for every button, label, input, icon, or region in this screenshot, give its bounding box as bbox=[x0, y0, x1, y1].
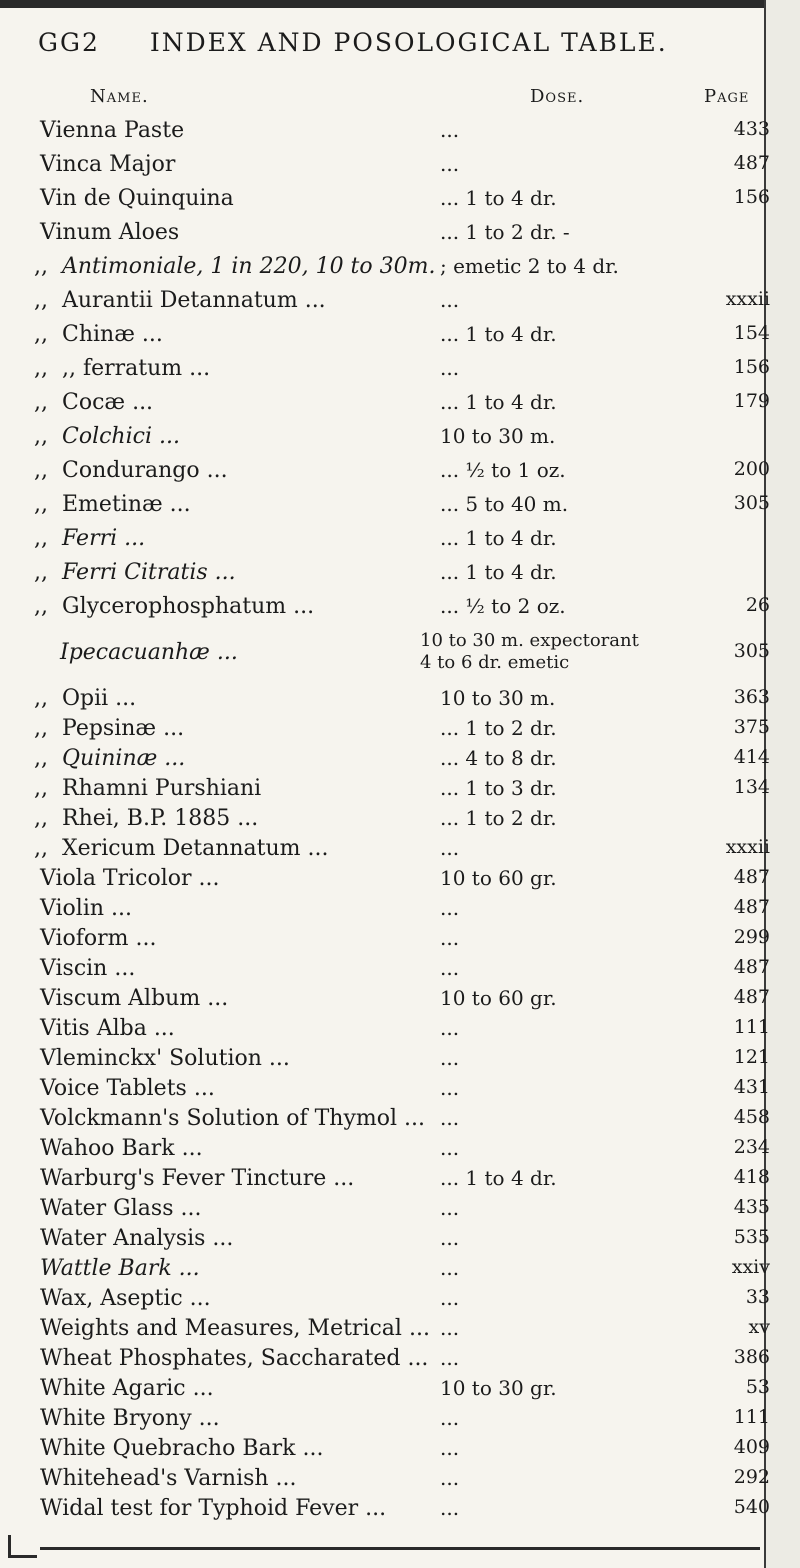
entry-name: Vin de Quinquina bbox=[40, 186, 234, 211]
entry-page: 433 bbox=[733, 118, 770, 140]
index-entry bbox=[0, 1046, 770, 1080]
entry-dose: ... ½ to 2 oz. bbox=[440, 594, 566, 618]
entry-name: Rhamni Purshiani bbox=[62, 776, 262, 801]
entry-dose: ... 1 to 2 dr. bbox=[440, 806, 557, 830]
entry-name: Vleminckx' Solution ... bbox=[40, 1046, 290, 1071]
entry-dose: 10 to 60 gr. bbox=[440, 866, 557, 890]
entry-page: 305 bbox=[733, 640, 770, 662]
entry-name: Weights and Measures, Metrical ... bbox=[40, 1316, 430, 1341]
entry-page: xxxii bbox=[725, 288, 770, 310]
entry-page: 535 bbox=[733, 1226, 770, 1248]
entry-dose: ... 1 to 2 dr. bbox=[440, 716, 557, 740]
index-entry bbox=[0, 1106, 770, 1140]
entry-page: 363 bbox=[733, 686, 770, 708]
entry-name-cell bbox=[34, 806, 259, 831]
entry-dose: ... bbox=[440, 1256, 460, 1280]
entry-page: 386 bbox=[733, 1346, 770, 1368]
entry-name-cell bbox=[34, 716, 185, 741]
entry-dose: 10 to 30 m. bbox=[440, 686, 556, 710]
index-entry bbox=[0, 986, 770, 1020]
ditto-mark: ,, bbox=[34, 356, 48, 381]
entry-name-cell bbox=[34, 288, 326, 313]
entry-name-cell bbox=[40, 1496, 386, 1521]
entry-dose: ... 1 to 4 dr. bbox=[440, 1166, 557, 1190]
entry-name-cell bbox=[40, 220, 179, 245]
entry-name: Wattle Bark ... bbox=[40, 1256, 200, 1281]
entry-name-cell bbox=[34, 492, 191, 517]
entry-page: 156 bbox=[733, 186, 770, 208]
index-entry bbox=[0, 716, 770, 750]
entry-page: 156 bbox=[733, 356, 770, 378]
entry-name: Volckmann's Solution of Thymol ... bbox=[40, 1106, 426, 1131]
entry-name: ,, ferratum ... bbox=[62, 356, 211, 381]
entry-name-cell bbox=[40, 186, 234, 211]
entry-name: Warburg's Fever Tincture ... bbox=[40, 1166, 355, 1191]
entry-dose: ... 5 to 40 m. bbox=[440, 492, 569, 516]
entry-page: 200 bbox=[733, 458, 770, 480]
entry-name: Widal test for Typhoid Fever ... bbox=[40, 1496, 387, 1521]
entry-page: 418 bbox=[733, 1166, 770, 1188]
index-entry bbox=[0, 1016, 770, 1050]
index-entry bbox=[0, 926, 770, 960]
entry-dose: ... bbox=[440, 896, 460, 920]
dose-column-heading: Dose. bbox=[530, 86, 585, 107]
entry-name-cell bbox=[40, 1346, 428, 1371]
index-entry bbox=[0, 220, 770, 254]
entry-page: 414 bbox=[733, 746, 770, 768]
index-entry bbox=[0, 152, 770, 186]
entry-name-cell bbox=[34, 746, 186, 771]
entry-name-cell bbox=[34, 686, 137, 711]
entry-page: xxxii bbox=[725, 836, 770, 858]
entry-page: 26 bbox=[745, 594, 770, 616]
entry-page: 458 bbox=[733, 1106, 770, 1128]
entry-name: Cocæ ... bbox=[62, 390, 154, 415]
corner-mark bbox=[8, 1535, 37, 1558]
entry-dose: ... bbox=[440, 1496, 460, 1520]
index-entry bbox=[0, 560, 770, 594]
index-entry bbox=[0, 356, 770, 390]
entry-name-cell bbox=[34, 776, 262, 801]
entry-page: xv bbox=[748, 1316, 770, 1338]
index-entry bbox=[0, 186, 770, 220]
entry-name-cell bbox=[40, 1196, 201, 1221]
index-entry bbox=[0, 896, 770, 930]
entry-name: Emetinæ ... bbox=[62, 492, 191, 517]
index-entry bbox=[0, 1226, 770, 1260]
entry-dose: ... bbox=[440, 1016, 460, 1040]
entry-name: Aurantii Detannatum ... bbox=[62, 288, 326, 313]
index-entry bbox=[0, 1436, 770, 1470]
entry-name: Quininæ ... bbox=[62, 746, 186, 771]
entry-name-cell bbox=[34, 594, 315, 619]
entry-dose: ... 1 to 2 dr. - bbox=[440, 220, 570, 244]
entry-name: White Agaric ... bbox=[40, 1376, 214, 1401]
entry-name-cell bbox=[34, 526, 146, 551]
entry-dose: ... 1 to 4 dr. bbox=[440, 186, 557, 210]
entry-name-cell bbox=[34, 424, 180, 449]
entry-name: Chinæ ... bbox=[62, 322, 163, 347]
entry-name: Viscin ... bbox=[40, 956, 136, 981]
index-entry bbox=[0, 526, 770, 560]
index-entry bbox=[0, 1286, 770, 1320]
index-entry bbox=[0, 1346, 770, 1380]
entry-name-cell bbox=[40, 1076, 215, 1101]
ditto-mark: ,, bbox=[34, 254, 48, 279]
entry-name-cell bbox=[40, 1046, 290, 1071]
index-entry bbox=[0, 866, 770, 900]
entry-name: Vinum Aloes bbox=[40, 220, 180, 245]
entry-name: Viola Tricolor ... bbox=[40, 866, 220, 891]
page-number: GG2 bbox=[38, 28, 100, 57]
entry-name-cell bbox=[40, 956, 135, 981]
index-entry bbox=[0, 776, 770, 810]
entry-dose: ... bbox=[440, 1076, 460, 1100]
entry-name: Antimoniale, 1 in 220, 10 to 30m. bbox=[62, 254, 436, 279]
ditto-mark: ,, bbox=[34, 716, 48, 741]
entry-name: Viscum Album ... bbox=[40, 986, 229, 1011]
ditto-mark: ,, bbox=[34, 686, 48, 711]
entry-page: 375 bbox=[733, 716, 770, 738]
entry-dose: ... bbox=[440, 356, 460, 380]
entry-dose: 10 to 30 gr. bbox=[440, 1376, 557, 1400]
page-column-heading: Page bbox=[704, 86, 750, 107]
entry-name: Ferri Citratis ... bbox=[62, 560, 236, 585]
entry-name-cell bbox=[40, 1436, 323, 1461]
entry-dose: ... 1 to 3 dr. bbox=[440, 776, 557, 800]
entry-name: Condurango ... bbox=[62, 458, 228, 483]
ditto-mark: ,, bbox=[34, 836, 48, 861]
ditto-mark: ,, bbox=[34, 322, 48, 347]
entry-page: 121 bbox=[733, 1046, 770, 1068]
index-entry bbox=[0, 1076, 770, 1110]
index-entry bbox=[0, 836, 770, 870]
entry-dose: 10 to 60 gr. bbox=[440, 986, 557, 1010]
entry-name: Opii ... bbox=[62, 686, 137, 711]
bottom-rule bbox=[40, 1547, 760, 1550]
entry-page: 540 bbox=[733, 1496, 770, 1518]
index-entry bbox=[0, 424, 770, 458]
index-entry bbox=[0, 746, 770, 780]
entry-page: xxiv bbox=[731, 1256, 770, 1278]
index-entry bbox=[0, 1406, 770, 1440]
entry-name-cell bbox=[40, 1166, 354, 1191]
entry-name-cell bbox=[34, 356, 211, 381]
entry-page: 299 bbox=[733, 926, 770, 948]
entry-dose: ... bbox=[440, 926, 460, 950]
entry-page: 154 bbox=[733, 322, 770, 344]
entry-name: White Quebracho Bark ... bbox=[40, 1436, 324, 1461]
index-entry bbox=[0, 458, 770, 492]
ditto-mark: ,, bbox=[34, 746, 48, 771]
entry-name-cell bbox=[40, 1256, 200, 1281]
entry-dose: 10 to 30 m. bbox=[440, 424, 556, 448]
index-entry bbox=[0, 806, 770, 840]
entry-dose: ... bbox=[440, 1466, 460, 1490]
running-title: INDEX AND POSOLOGICAL TABLE. bbox=[149, 28, 668, 57]
entry-dose: ... bbox=[440, 1136, 460, 1160]
ditto-mark: ,, bbox=[34, 776, 48, 801]
entry-name: Voice Tablets ... bbox=[40, 1076, 215, 1101]
index-entry bbox=[0, 1166, 770, 1200]
ditto-mark: ,, bbox=[34, 458, 48, 483]
entry-page: 111 bbox=[733, 1016, 770, 1038]
entry-page: 234 bbox=[733, 1136, 770, 1158]
entry-dose: ... bbox=[440, 956, 460, 980]
entry-name-cell bbox=[40, 1286, 211, 1311]
index-entry bbox=[0, 254, 770, 288]
entry-name-cell bbox=[40, 896, 132, 921]
entry-name-cell bbox=[40, 1406, 220, 1431]
entry-name: Water Analysis ... bbox=[40, 1226, 234, 1251]
entry-name: Vitis Alba ... bbox=[40, 1016, 175, 1041]
entry-page: 435 bbox=[733, 1196, 770, 1218]
entry-dose: ... bbox=[440, 118, 460, 142]
entry-name-cell bbox=[40, 1376, 214, 1401]
index-entry bbox=[0, 390, 770, 424]
index-entry bbox=[0, 322, 770, 356]
entry-name-cell bbox=[40, 926, 157, 951]
entry-dose: ... bbox=[440, 1106, 460, 1130]
running-header bbox=[38, 28, 668, 57]
entry-page: 111 bbox=[733, 1406, 770, 1428]
top-rule bbox=[0, 0, 800, 8]
index-entry bbox=[0, 686, 770, 720]
name-column-heading: Name. bbox=[90, 86, 149, 107]
entry-dose: ... 1 to 4 dr. bbox=[440, 560, 557, 584]
index-entry bbox=[0, 1496, 770, 1530]
entry-dose: ... bbox=[440, 1406, 460, 1430]
entry-name: Rhei, B.P. 1885 ... bbox=[62, 806, 259, 831]
entry-name: Vienna Paste bbox=[40, 118, 185, 143]
entry-name-cell bbox=[40, 986, 228, 1011]
ditto-mark: ,, bbox=[34, 526, 48, 551]
index-entry bbox=[0, 594, 770, 628]
ditto-mark: ,, bbox=[34, 806, 48, 831]
entry-page: 409 bbox=[733, 1436, 770, 1458]
entry-name: Vinca Major bbox=[40, 152, 176, 177]
entry-name: Ipecacuanhæ ... bbox=[60, 640, 238, 665]
entry-dose: ... bbox=[440, 1226, 460, 1250]
entry-dose: ... ½ to 1 oz. bbox=[440, 458, 566, 482]
entry-name-cell bbox=[40, 1466, 297, 1491]
entry-dose: ... bbox=[440, 1196, 460, 1220]
entry-page: 487 bbox=[733, 866, 770, 888]
entry-dose: ... 1 to 4 dr. bbox=[440, 526, 557, 550]
entry-name: Wheat Phosphates, Saccharated ... bbox=[40, 1346, 429, 1371]
entry-name: Violin ... bbox=[40, 896, 132, 921]
entry-dose: ... bbox=[440, 1316, 460, 1340]
entry-page: 305 bbox=[733, 492, 770, 514]
index-entry bbox=[0, 1316, 770, 1350]
entry-name-cell bbox=[40, 118, 184, 143]
entry-page: 487 bbox=[733, 986, 770, 1008]
index-entry bbox=[0, 1466, 770, 1500]
index-entry bbox=[0, 118, 770, 152]
entry-dose: ... bbox=[440, 1436, 460, 1460]
entry-dose-expectorant: 10 to 30 m. expectorant bbox=[420, 630, 639, 651]
index-entry bbox=[0, 956, 770, 990]
entry-page: 179 bbox=[733, 390, 770, 412]
entry-name: Wax, Aseptic ... bbox=[40, 1286, 211, 1311]
ditto-mark: ,, bbox=[34, 560, 48, 585]
entry-dose-emetic: 4 to 6 dr. emetic bbox=[420, 652, 570, 673]
entry-name: Colchici ... bbox=[62, 424, 180, 449]
entry-dose: ... 1 to 4 dr. bbox=[440, 322, 557, 346]
entry-name: Pepsinæ ... bbox=[62, 716, 185, 741]
entry-name: Wahoo Bark ... bbox=[40, 1136, 203, 1161]
entry-name-cell bbox=[40, 1136, 203, 1161]
entry-name-cell bbox=[34, 836, 329, 861]
entry-dose: ... 4 to 8 dr. bbox=[440, 746, 557, 770]
entry-name-cell bbox=[40, 152, 175, 177]
entry-dose: ... bbox=[440, 152, 460, 176]
entry-dose: ; emetic 2 to 4 dr. bbox=[440, 254, 619, 278]
entry-name-cell bbox=[34, 560, 236, 585]
entry-name-cell bbox=[34, 254, 436, 279]
ditto-mark: ,, bbox=[34, 424, 48, 449]
entry-name-cell bbox=[34, 458, 228, 483]
entry-name: Xericum Detannatum ... bbox=[62, 836, 329, 861]
entry-name: Glycerophosphatum ... bbox=[62, 594, 315, 619]
entry-dose: ... bbox=[440, 1346, 460, 1370]
entry-name-cell bbox=[34, 390, 154, 415]
entry-name: Vioform ... bbox=[40, 926, 157, 951]
entry-name-cell bbox=[40, 1226, 233, 1251]
entry-name: Water Glass ... bbox=[40, 1196, 202, 1221]
entry-dose: ... bbox=[440, 836, 460, 860]
entry-page: 487 bbox=[733, 896, 770, 918]
index-entry bbox=[0, 1136, 770, 1170]
index-entry bbox=[0, 288, 770, 322]
entry-dose: ... bbox=[440, 1286, 460, 1310]
entry-name: Whitehead's Varnish ... bbox=[40, 1466, 297, 1491]
ditto-mark: ,, bbox=[34, 390, 48, 415]
ditto-mark: ,, bbox=[34, 492, 48, 517]
entry-name: Ferri ... bbox=[62, 526, 146, 551]
entry-dose: ... 1 to 4 dr. bbox=[440, 390, 557, 414]
index-entry bbox=[0, 1256, 770, 1290]
entry-name-cell bbox=[40, 1316, 430, 1341]
entry-page: 487 bbox=[733, 956, 770, 978]
entry-page: 487 bbox=[733, 152, 770, 174]
ditto-mark: ,, bbox=[34, 288, 48, 313]
entry-dose: ... bbox=[440, 288, 460, 312]
index-entry bbox=[0, 1196, 770, 1230]
entry-page: 53 bbox=[745, 1376, 770, 1398]
index-entry bbox=[0, 1376, 770, 1410]
entry-name-cell bbox=[40, 1106, 425, 1131]
index-entry-ipecacuanhae bbox=[0, 630, 770, 678]
entry-dose: ... bbox=[440, 1046, 460, 1070]
entry-name: White Bryony ... bbox=[40, 1406, 220, 1431]
entry-name-cell bbox=[40, 1016, 175, 1041]
entry-page: 431 bbox=[733, 1076, 770, 1098]
entry-page: 33 bbox=[745, 1286, 770, 1308]
entry-page: 134 bbox=[733, 776, 770, 798]
entry-name-cell bbox=[40, 866, 220, 891]
ditto-mark: ,, bbox=[34, 594, 48, 619]
index-entry bbox=[0, 492, 770, 526]
entry-page: 292 bbox=[733, 1466, 770, 1488]
entry-name-cell bbox=[34, 322, 163, 347]
